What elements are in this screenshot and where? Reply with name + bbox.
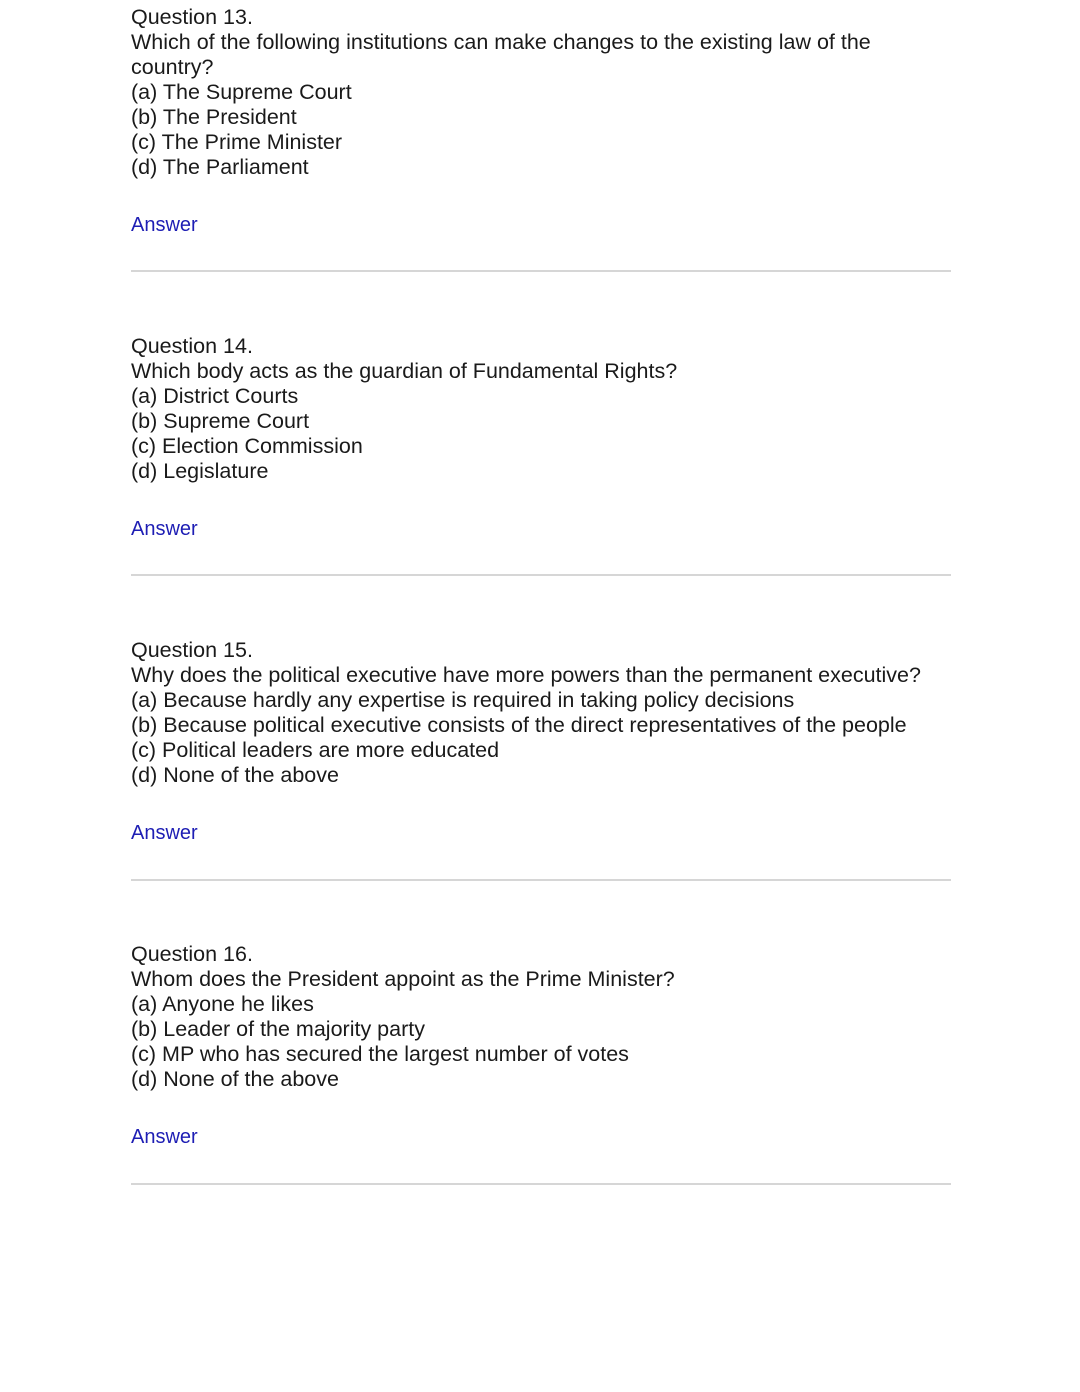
option-a: (a) Anyone he likes [131,992,314,1016]
option-a: (a) Because hardly any expertise is required in taking policy decisions [131,688,795,712]
question-number: Question 16. [131,942,253,966]
option-b: (b) Supreme Court [131,409,310,433]
option-c: (c) The Prime Minister [131,130,343,154]
option-d: (d) The Parliament [131,155,309,179]
option-a: (a) District Courts [131,384,299,408]
question-number: Question 13. [131,5,253,29]
option-d: (d) None of the above [131,763,339,787]
question-stem: Why does the political executive have more powers than the permanent executive? [131,663,921,687]
question-stem: Whom does the President appoint as the Prime Minister? [131,967,675,991]
answer-link[interactable]: Answer [131,1126,198,1148]
question-stem: Which body acts as the guardian of Fundamental Rights? [131,359,678,383]
option-c: (c) MP who has secured the largest number of votes [131,1042,629,1066]
option-d: (d) None of the above [131,1067,339,1091]
answer-link[interactable]: Answer [131,518,198,540]
question-block-13 [131,5,951,238]
option-b: (b) Leader of the majority party [131,1017,425,1041]
question-stem: Which of the following institutions can make changes to the existing law of the country? [131,30,871,79]
divider [131,574,951,576]
question-number: Question 14. [131,334,253,358]
divider [131,1183,951,1185]
option-c: (c) Election Commission [131,434,363,458]
option-b: (b) The President [131,105,297,129]
option-c: (c) Political leaders are more educated [131,738,500,762]
answer-link[interactable]: Answer [131,214,198,236]
question-block-16 [131,942,951,1150]
question-number: Question 15. [131,638,253,662]
divider [131,270,951,272]
option-d: (d) Legislature [131,459,269,483]
question-block-15 [131,638,951,846]
answer-link[interactable]: Answer [131,822,198,844]
divider [131,879,951,881]
option-b: (b) Because political executive consists of the direct representatives of the people [131,713,907,737]
question-block-14 [131,334,951,542]
option-a: (a) The Supreme Court [131,80,352,104]
